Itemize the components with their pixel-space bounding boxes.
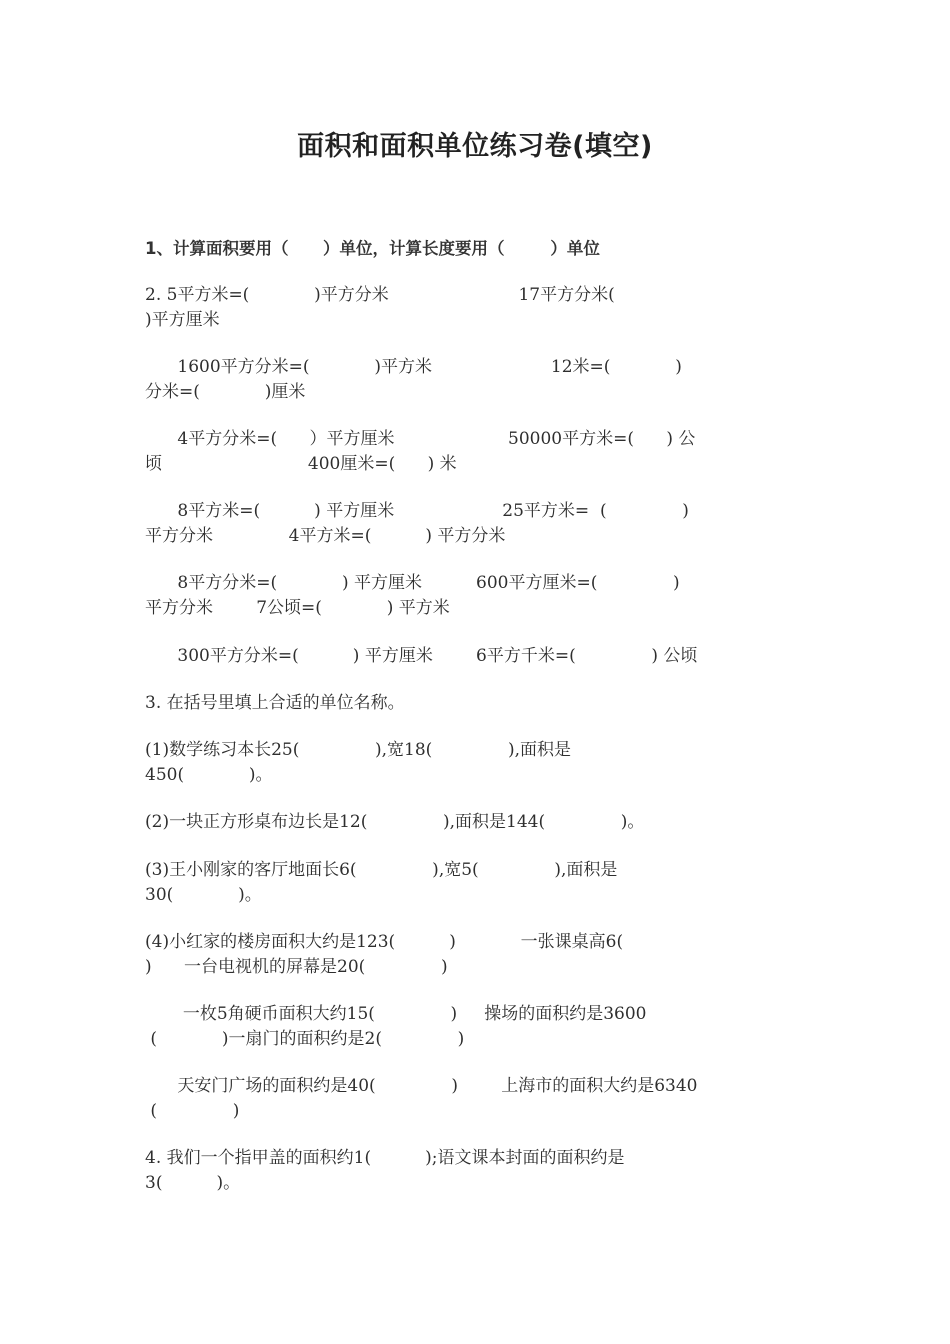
question-3-item-4-line-6: ( ) bbox=[145, 1101, 240, 1121]
question-3-item-2-line: (2)一块正方形桌布边长是12( ),面积是144( )。 bbox=[145, 812, 645, 832]
question-1-line: 1、计算面积要用（ ）单位，计算长度要用（ ）单位 bbox=[145, 239, 600, 258]
question-2-line-4: 分米=( )厘米 bbox=[145, 382, 306, 402]
question-2-line-8: 平方分米 4平方米=( ) 平方分米 bbox=[145, 526, 506, 546]
question-3-item-4-line-5: 天安门广场的面积约是40( ) 上海市的面积大约是6340 bbox=[145, 1076, 698, 1096]
question-3-item-1-line-1: (1)数学练习本长25( ),宽18( ),面积是 bbox=[145, 740, 571, 760]
question-3-item-3-line-2: 30( )。 bbox=[145, 885, 262, 905]
question-4-line-2: 3( )。 bbox=[145, 1173, 241, 1193]
question-3-item-1-line-2: 450( )。 bbox=[145, 765, 273, 785]
question-4-line-1: 4. 我们一个指甲盖的面积约1( );语文课本封面的面积约是 bbox=[145, 1148, 625, 1168]
question-2-line-7: 8平方米=( ) 平方厘米 25平方米= ( ) bbox=[145, 501, 689, 521]
question-3-item-4-line-3: 一枚5角硬币面积大约15( ) 操场的面积约是3600 bbox=[145, 1004, 647, 1024]
question-2-line-5: 4平方分米=( ）平方厘米 50000平方米=( ) 公 bbox=[145, 429, 696, 449]
question-3-heading: 3. 在括号里填上合适的单位名称。 bbox=[145, 693, 405, 713]
question-2-line-11: 300平方分米=( ) 平方厘米 6平方千米=( ) 公顷 bbox=[145, 646, 698, 666]
question-2-line-3: 1600平方分米=( )平方米 12米=( ) bbox=[145, 357, 682, 377]
question-3-item-3-line-1: (3)王小刚家的客厅地面长6( ),宽5( ),面积是 bbox=[145, 860, 618, 880]
question-2-line-10: 平方分米 7公顷=( ) 平方米 bbox=[145, 598, 450, 618]
question-3-item-4-line-4: ( )一扇门的面积约是2( ) bbox=[145, 1029, 465, 1049]
question-3-item-4-line-1: (4)小红家的楼房面积大约是123( ) 一张课桌高6( bbox=[145, 932, 624, 952]
question-2-line-6: 顷 400厘米=( ) 米 bbox=[145, 454, 457, 474]
worksheet-title: 面积和面积单位练习卷(填空) bbox=[297, 131, 653, 162]
question-2-line-1: 2. 5平方米=( )平方分米 17平方分米( bbox=[145, 285, 615, 305]
question-3-item-4-line-2: ) 一台电视机的屏幕是20( ) bbox=[145, 957, 448, 977]
question-2-line-2: )平方厘米 bbox=[145, 310, 220, 330]
question-2-line-9: 8平方分米=( ) 平方厘米 600平方厘米=( ) bbox=[145, 573, 680, 593]
